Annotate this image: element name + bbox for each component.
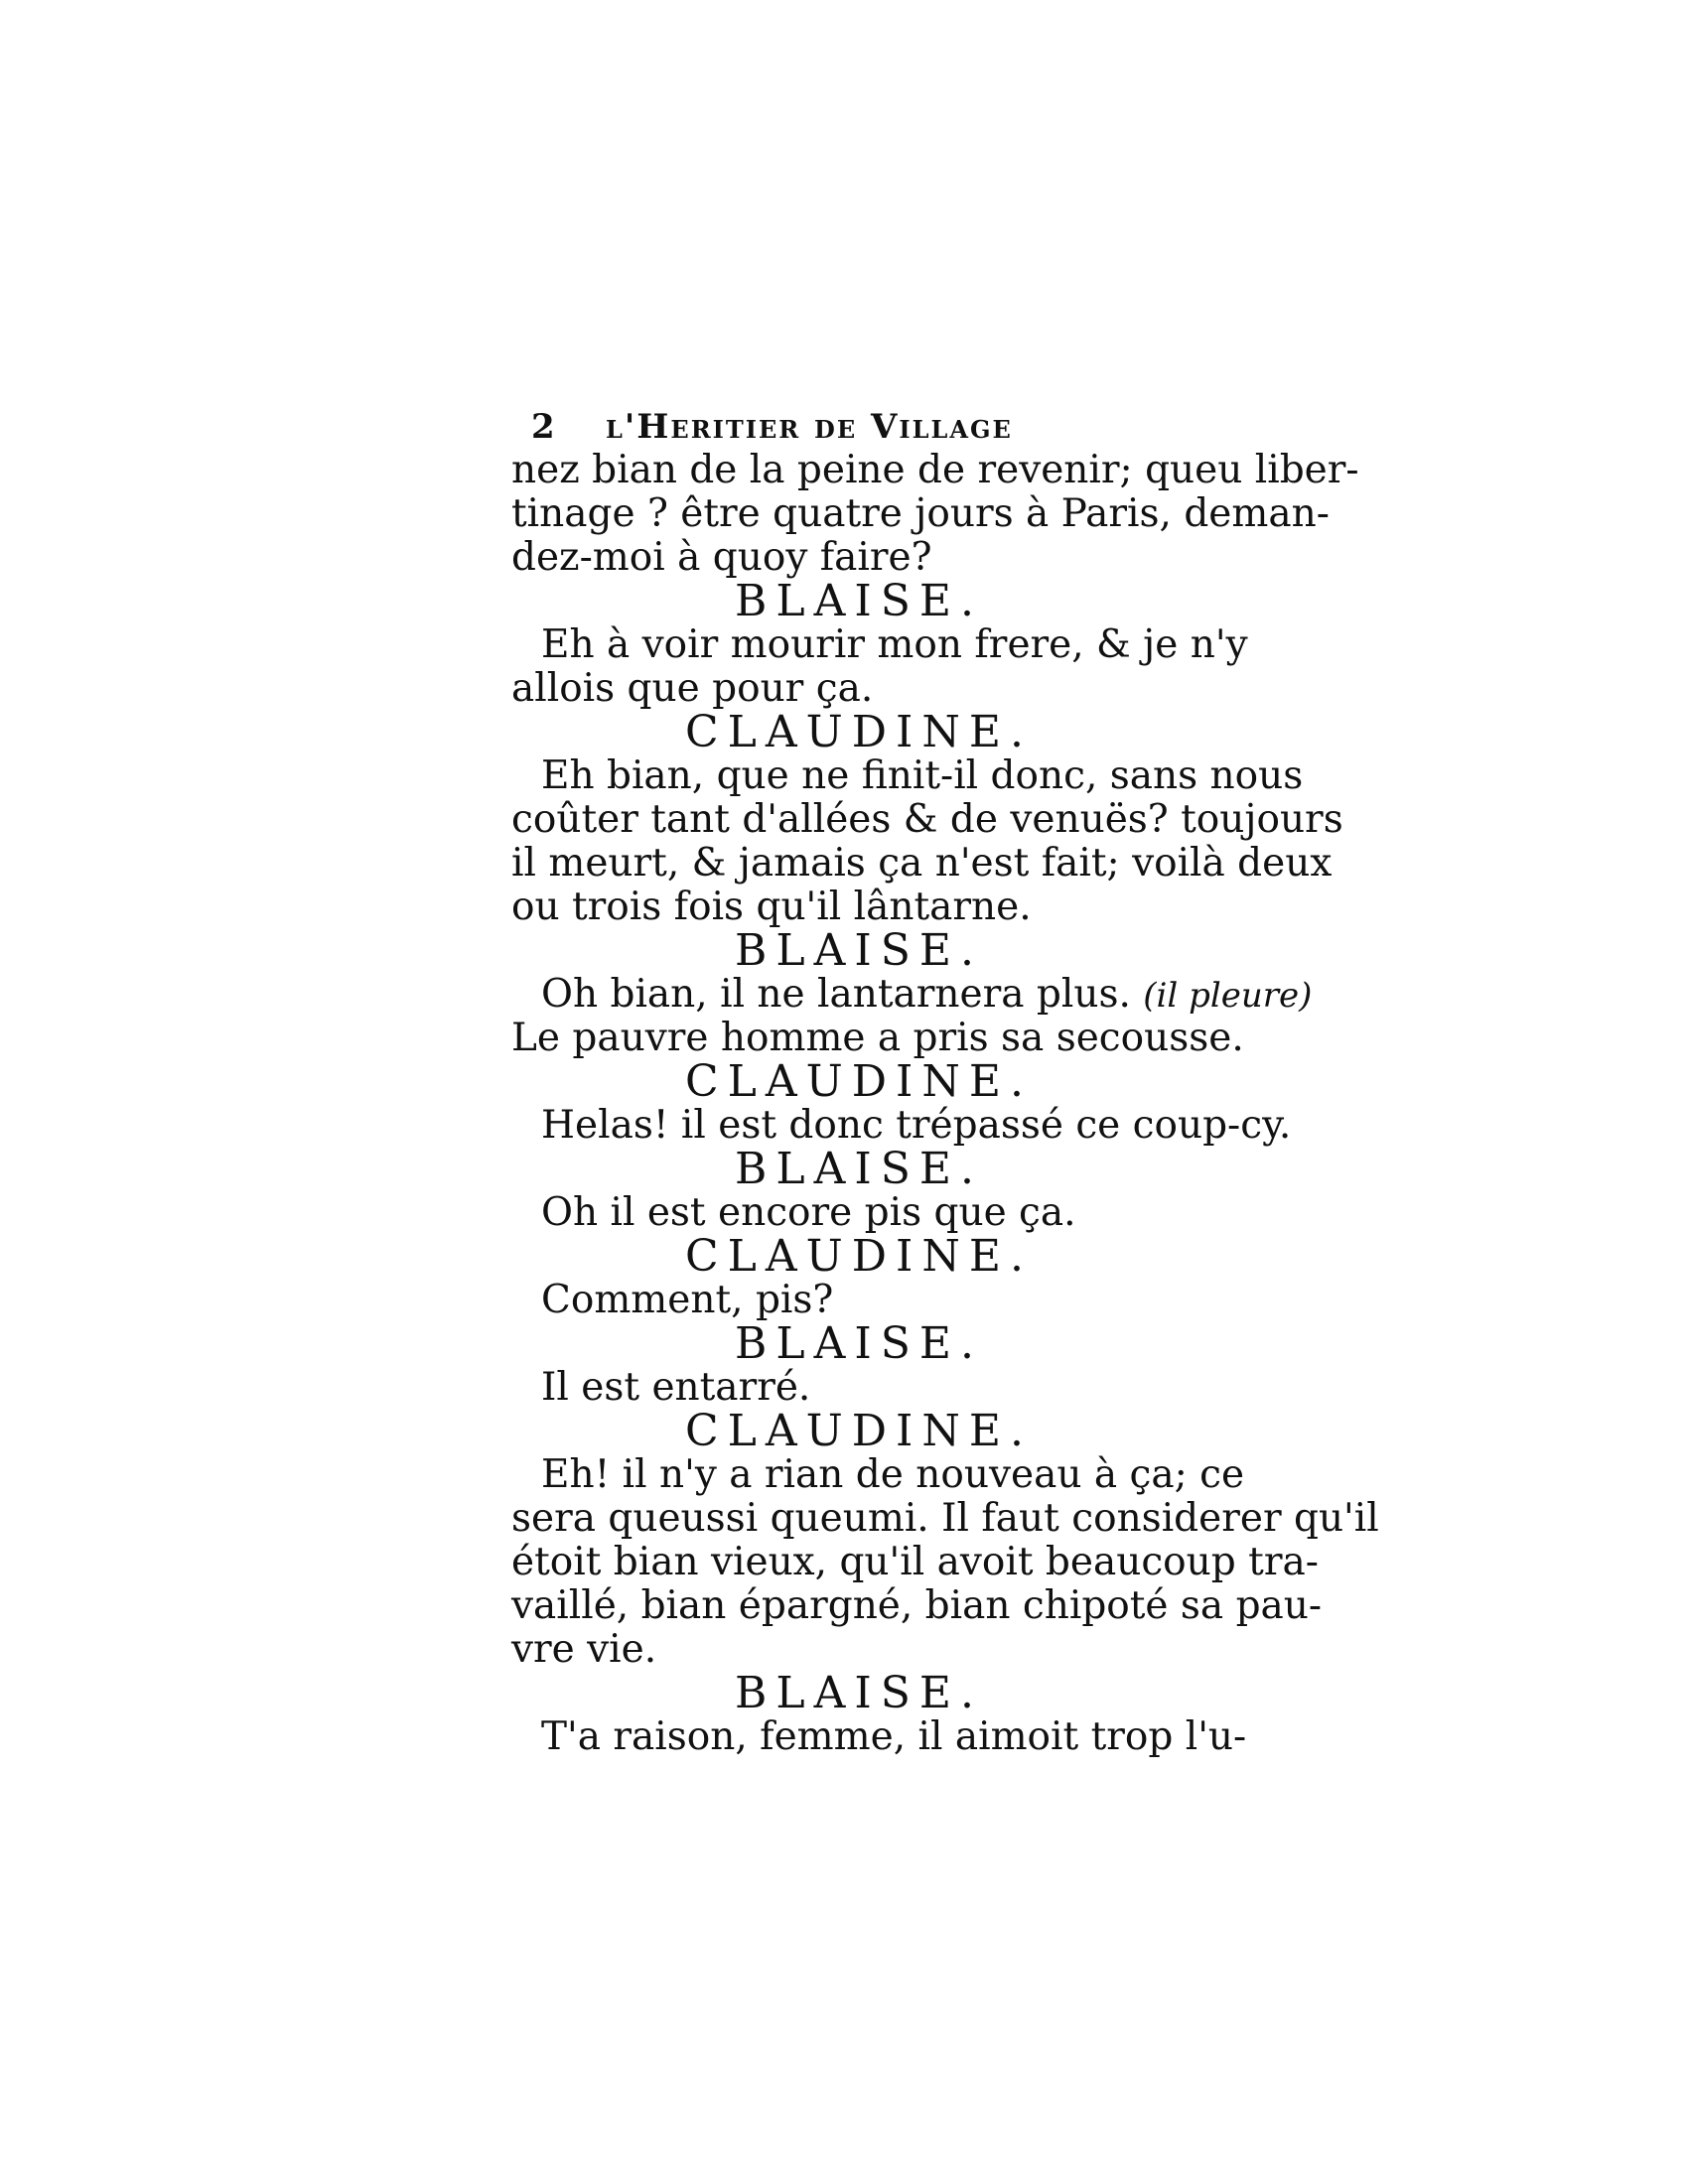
dialogue-line: vre vie. — [511, 1627, 657, 1672]
dialogue-line: Eh à voir mourir mon frere, & je n'y — [541, 622, 1248, 667]
speaker-name: CLAUDINE. — [684, 1231, 1033, 1282]
dialogue-line: ou trois fois qu'il lântarne. — [511, 885, 1032, 929]
dialogue-line: T'a raison, femme, il aimoit trop l'u- — [541, 1714, 1247, 1759]
dialogue-text: Oh bian, il ne lantarnera plus. — [541, 972, 1144, 1017]
dialogue-line: allois que pour ça. — [511, 666, 874, 711]
dialogue-line — [511, 972, 1313, 1017]
dialogue-line: nez bian de la peine de revenir; queu liber- — [511, 448, 1359, 492]
page-number: 2 — [531, 407, 557, 447]
dialogue-line: Il est entarré. — [541, 1365, 811, 1410]
dialogue-line: Eh! il n'y a rian de nouveau à ça; ce — [541, 1452, 1245, 1497]
speaker-name: BLAISE. — [735, 925, 983, 976]
speaker-name: BLAISE. — [735, 1318, 983, 1369]
speaker-name: BLAISE. — [735, 576, 983, 626]
dialogue-line: Oh il est encore pis que ça. — [541, 1190, 1076, 1235]
speaker-name: BLAISE. — [735, 1144, 983, 1194]
speaker-name: CLAUDINE. — [684, 707, 1033, 757]
speaker-name: CLAUDINE. — [684, 1056, 1033, 1107]
running-title: l'Heritier de Village — [606, 407, 1013, 447]
speaker-name: CLAUDINE. — [684, 1406, 1033, 1456]
page-header — [511, 405, 1206, 449]
text-block — [511, 405, 1379, 1759]
dialogue-line: Le pauvre homme a pris sa secousse. — [511, 1016, 1244, 1060]
dialogue-line: vaillé, bian épargné, bian chipoté sa pau- — [511, 1583, 1323, 1628]
dialogue-line: étoit bian vieux, qu'il avoit beaucoup tra- — [511, 1540, 1319, 1584]
speaker-name: BLAISE. — [735, 1668, 983, 1718]
dialogue-line: dez-moi à quoy faire? — [511, 535, 932, 580]
dialogue-line: il meurt, & jamais ça n'est fait; voilà deux — [511, 841, 1333, 886]
dialogue-line: Eh bian, que ne finit-il donc, sans nous — [541, 753, 1304, 798]
dialogue-line: Comment, pis? — [541, 1278, 834, 1322]
stage-direction: (il pleure) — [1143, 976, 1313, 1016]
dialogue-line: Helas! il est donc trépassé ce coup-cy. — [541, 1103, 1292, 1148]
dialogue-line: tinage ? être quatre jours à Paris, deman- — [511, 491, 1330, 536]
dialogue-line: coûter tant d'allées & de venuës? toujours — [511, 797, 1343, 842]
dialogue-line: sera queussi queumi. Il faut considerer qu'il — [511, 1496, 1379, 1541]
